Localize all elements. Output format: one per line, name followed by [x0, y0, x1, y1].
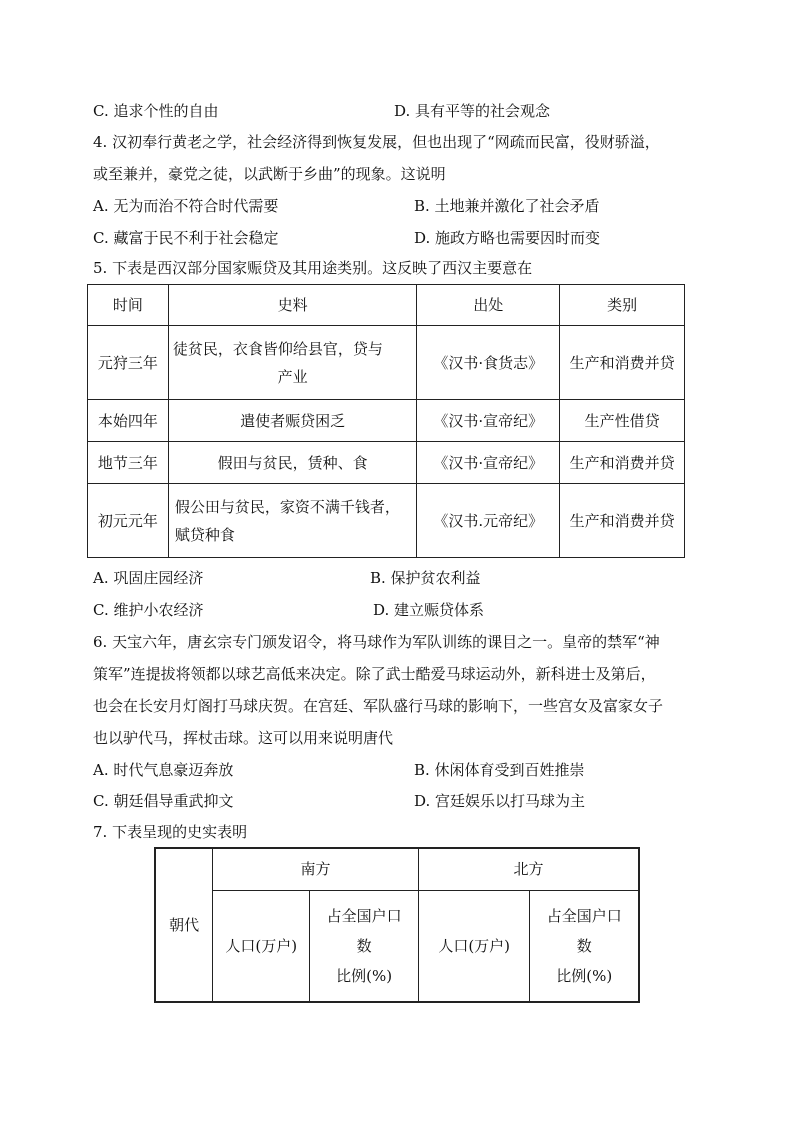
q5-cell-source: 遣使者赈贷困乏: [168, 400, 417, 442]
q7-ratio-line1: 占全国户口: [326, 906, 402, 925]
q5-cell-source-line2: 赋贷种食: [174, 525, 235, 544]
q5-header-category: 类别: [560, 285, 685, 326]
q5-cell-time: 初元元年: [88, 484, 169, 558]
q7-header-south-ratio: [310, 890, 419, 1002]
q6-option-b: B. 休闲体育受到百姓推崇: [414, 761, 585, 779]
q5-cell-origin: 《汉书·宣帝纪》: [417, 400, 560, 442]
q6-option-c: C. 朝廷倡导重武抑文: [93, 792, 234, 810]
q5-cell-category: 生产和消费并贷: [560, 484, 685, 558]
q4-stem-line1: 4. 汉初奉行黄老之学，社会经济得到恢复发展，但也出现了“网疏而民富，役财骄溢，: [93, 133, 660, 151]
q5-cell-source: [168, 484, 417, 558]
q7-stem: 7. 下表呈现的史实表明: [93, 823, 248, 841]
q5-header-source: 史料: [168, 285, 417, 326]
q5-cell-category: 生产和消费并贷: [560, 442, 685, 484]
q7-ratio-line3: 比例(%): [336, 966, 393, 985]
table-row: [88, 326, 685, 400]
q7-ratio-line2: 数: [576, 936, 592, 955]
q4-option-b: B. 土地兼并激化了社会矛盾: [414, 197, 600, 215]
q5-option-d: D. 建立赈贷体系: [373, 601, 485, 619]
table-row: [88, 400, 685, 442]
q5-cell-time: 地节三年: [88, 442, 169, 484]
q6-option-d: D. 宫廷娱乐以打马球为主: [414, 792, 586, 810]
q5-table: [87, 284, 685, 558]
q7-ratio-line2: 数: [356, 936, 372, 955]
q3-option-d: D. 具有平等的社会观念: [394, 102, 551, 120]
q6-stem-line2: 策军”连提拔将领都以球艺高低来决定。除了武士酷爱马球运动外，新科进士及第后，: [93, 665, 656, 683]
q5-cell-source: [168, 326, 417, 400]
q7-header-south-population: 人口(万户): [213, 890, 310, 1002]
q5-header-time: 时间: [88, 285, 169, 326]
q4-option-d: D. 施政方略也需要因时而变: [414, 229, 601, 247]
q6-stem-line4: 也以驴代马，挥杖击球。这可以用来说明唐代: [93, 729, 394, 747]
q5-cell-source-line1: 徒贫民，衣食皆仰给县官，贷与: [172, 339, 383, 358]
q6-stem-line3: 也会在长安月灯阁打马球庆贺。在宫廷、军队盛行马球的影响下，一些宫女及富家女子: [93, 697, 664, 715]
q7-header-south: 南方: [213, 848, 419, 890]
q5-option-a: A. 巩固庄园经济: [93, 569, 204, 587]
q5-cell-source: 假田与贫民，赁种、食: [168, 442, 417, 484]
q5-header-origin: 出处: [417, 285, 560, 326]
q4-stem-line2: 或至兼并，豪党之徒，以武断于乡曲”的现象。这说明: [93, 165, 446, 183]
q5-cell-time: 本始四年: [88, 400, 169, 442]
q7-ratio-line3: 比例(%): [556, 966, 613, 985]
q5-cell-source-line2: 产业: [277, 367, 308, 386]
q5-cell-category: 生产性借贷: [560, 400, 685, 442]
q5-cell-source-line1: 假公田与贫民，家资不满千钱者，: [174, 497, 400, 516]
q7-ratio-line1: 占全国户口: [546, 906, 622, 925]
q5-cell-category: 生产和消费并贷: [560, 326, 685, 400]
q5-cell-time: 元狩三年: [88, 326, 169, 400]
q5-option-c: C. 维护小农经济: [93, 601, 204, 619]
q7-table-subheader-row: [155, 890, 639, 1002]
q7-table: [154, 847, 640, 1003]
q5-option-b: B. 保护贫农利益: [370, 569, 481, 587]
q4-option-a: A. 无为而治不符合时代需要: [93, 197, 279, 215]
q7-table-header-row: [155, 848, 639, 890]
q4-option-c: C. 藏富于民不利于社会稳定: [93, 229, 279, 247]
q5-cell-origin: 《汉书·食货志》: [417, 326, 560, 400]
q7-header-dynasty: 朝代: [155, 848, 213, 1002]
q5-table-header-row: [88, 285, 685, 326]
q7-header-north: 北方: [418, 848, 639, 890]
q5-stem: 5. 下表是西汉部分国家赈贷及其用途类别。这反映了西汉主要意在: [93, 259, 533, 277]
q5-cell-origin: 《汉书.元帝纪》: [417, 484, 560, 558]
table-row: [88, 484, 685, 558]
q5-cell-origin: 《汉书·宣帝纪》: [417, 442, 560, 484]
q3-option-c: C. 追求个性的自由: [93, 102, 219, 120]
q7-header-north-ratio: [530, 890, 639, 1002]
q6-option-a: A. 时代气息豪迈奔放: [93, 761, 234, 779]
q7-header-north-population: 人口(万户): [418, 890, 530, 1002]
q6-stem-line1: 6. 天宝六年，唐玄宗专门颁发诏令，将马球作为军队训练的课目之一。皇帝的禁军“神: [93, 633, 660, 651]
table-row: [88, 442, 685, 484]
